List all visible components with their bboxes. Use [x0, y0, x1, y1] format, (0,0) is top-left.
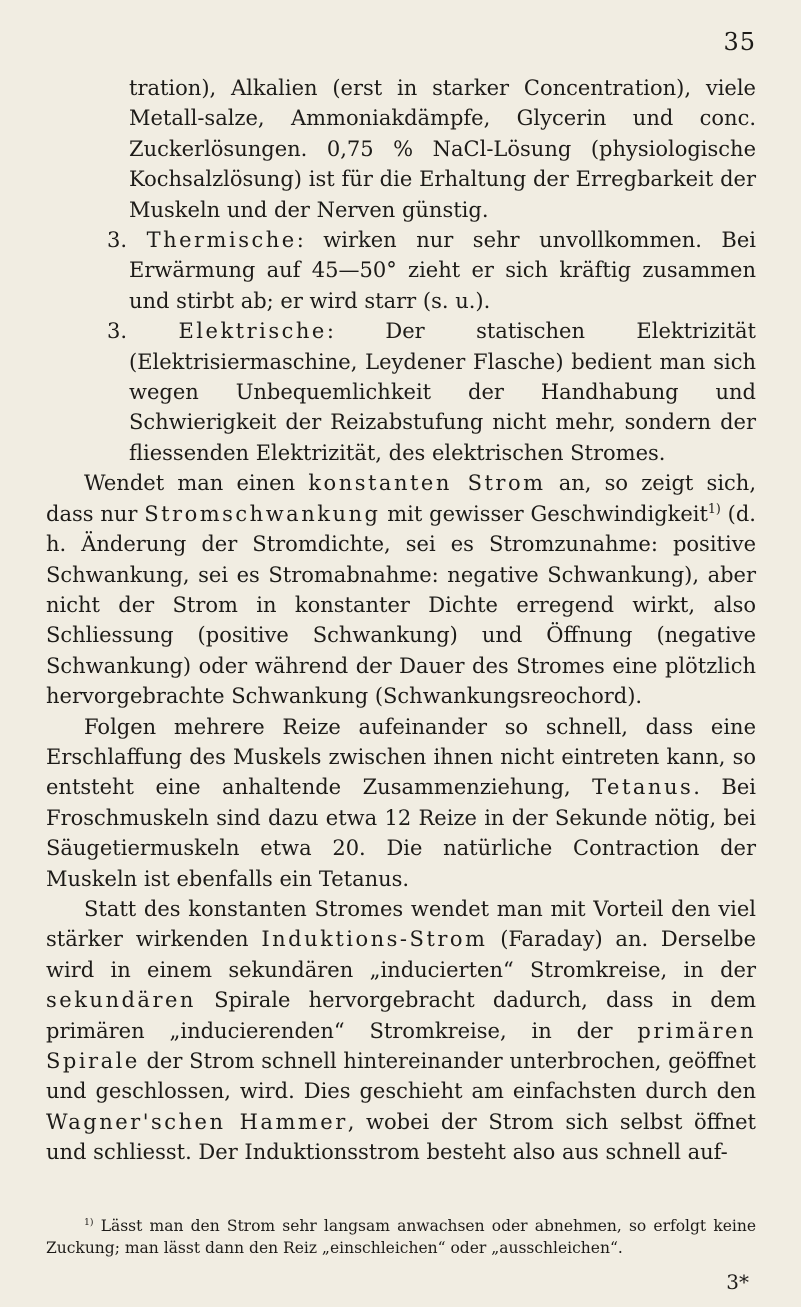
footnote — [46, 1215, 756, 1259]
emphasized-term: Induktions-Strom — [261, 927, 488, 952]
text-run: mit gewisser Geschwindigkeit — [380, 501, 708, 526]
emphasized-term: Tetanus — [592, 775, 694, 800]
emphasized-term: Wagner'schen Hammer — [46, 1109, 348, 1134]
paragraph-continuation: tration), Alkalien (erst in starker Concentration), viele Metall-salze, Ammoniakdämpfe, Glycerin und conc. Zuckerlösungen. 0,75 % NaCl-Lösung (physiologische Kochsalzlösung) ist für die Erhaltung der Erregbarkeit der Muskeln und der Nerven günstig. — [129, 76, 756, 222]
emphasized-term: Stromschwankung — [144, 501, 381, 526]
emphasized-term: Thermische — [146, 228, 297, 253]
footnotes — [46, 1215, 756, 1259]
emphasized-term: Elektrische — [178, 319, 327, 344]
paragraph-wendet — [46, 468, 756, 711]
paragraph-folgen — [46, 712, 756, 894]
list-item-number: 3. — [107, 319, 179, 344]
emphasized-term: primären Spirale — [46, 1018, 756, 1073]
footnote-text: Lässt man den Strom sehr langsam anwachsen oder abnehmen, so erfolgt keine Zuckung; man lässt dann den Reiz „einschleichen“ oder „ausschleichen“. — [46, 1217, 756, 1257]
text-run: Folgen mehrere Reize aufeinander so schnell, dass eine Erschlaffung des Muskels zwischen ihnen nicht eintreten kann, so entsteht eine anhaltende Zusammenziehung, — [46, 714, 756, 800]
text-run: an, so zeigt sich, dass nur — [46, 471, 756, 526]
emphasized-term: sekundären — [46, 988, 196, 1013]
emphasized-term: konstanten Strom — [308, 471, 546, 496]
signature-mark: 3* — [726, 1270, 749, 1294]
text-run: Statt des konstanten Stromes wendet man mit Vorteil den viel stärker wirkenden — [46, 896, 756, 952]
text-run: . Bei Froschmuskeln sind dazu etwa 12 Reize in der Sekunde nötig, bei Säugetiermuskeln etwa 20. Die natürliche Contraction der Muskeln ist ebenfalls ein Tetanus. — [46, 775, 756, 891]
text-run: , wobei der Strom sich selbst öffnet und schliesst. Der Induktionsstrom besteht also aus schnell auf- — [46, 1109, 756, 1165]
paragraph-statt — [46, 894, 756, 1168]
footnote-reference: 1) — [707, 500, 721, 516]
body-text — [46, 73, 756, 1168]
list-item-number: 3. — [107, 228, 147, 253]
text-run: Wendet man einen — [84, 471, 309, 496]
footnote-mark: 1) — [84, 1216, 94, 1228]
text-run: der Strom schnell hintereinander unterbrochen, geöffnet und geschlossen, wird. Dies geschieht am einfachsten durch den — [46, 1049, 756, 1104]
page-number: 35 — [723, 28, 756, 56]
list-item-elektrische — [46, 316, 756, 468]
list-item-text: : wirken nur sehr unvollkommen. Bei Erwärmung auf 45—50° zieht er sich kräftig zusammen und stirbt ab; er wird starr (s. u.). — [129, 228, 756, 313]
text-run: (Faraday) an. Derselbe wird in einem sekundären „inducierten“ Stromkreise, in der — [46, 927, 757, 982]
list-item-text: : Der statischen Elektrizität (Elektrisiermaschine, Leydener Flasche) bedient man sich wegen Unbequemlichkeit der Handhabung und Schwierigkeit der Reizabstufung nicht mehr, sondern der fliessenden Elektrizität, des elektrischen Stromes. — [129, 319, 756, 465]
list-item-thermische — [46, 225, 756, 316]
text-run: Spirale hervorgebracht dadurch, dass in dem primären „inducierenden“ Stromkreise, in der — [46, 988, 756, 1043]
text-run: (d. h. Änderung der Stromdichte, sei es Stromzunahme: positive Schwankung, sei es Stromabnahme: negative Schwankung), aber nicht der Strom in konstanter Dichte erregend wirkt, also Schliessung (positive Schwankung) und Öffnung (negative Schwankung) oder während der Dauer des Stromes eine plötzlich hervorgebrachte Schwankung (Schwankungsreochord). — [46, 501, 756, 709]
